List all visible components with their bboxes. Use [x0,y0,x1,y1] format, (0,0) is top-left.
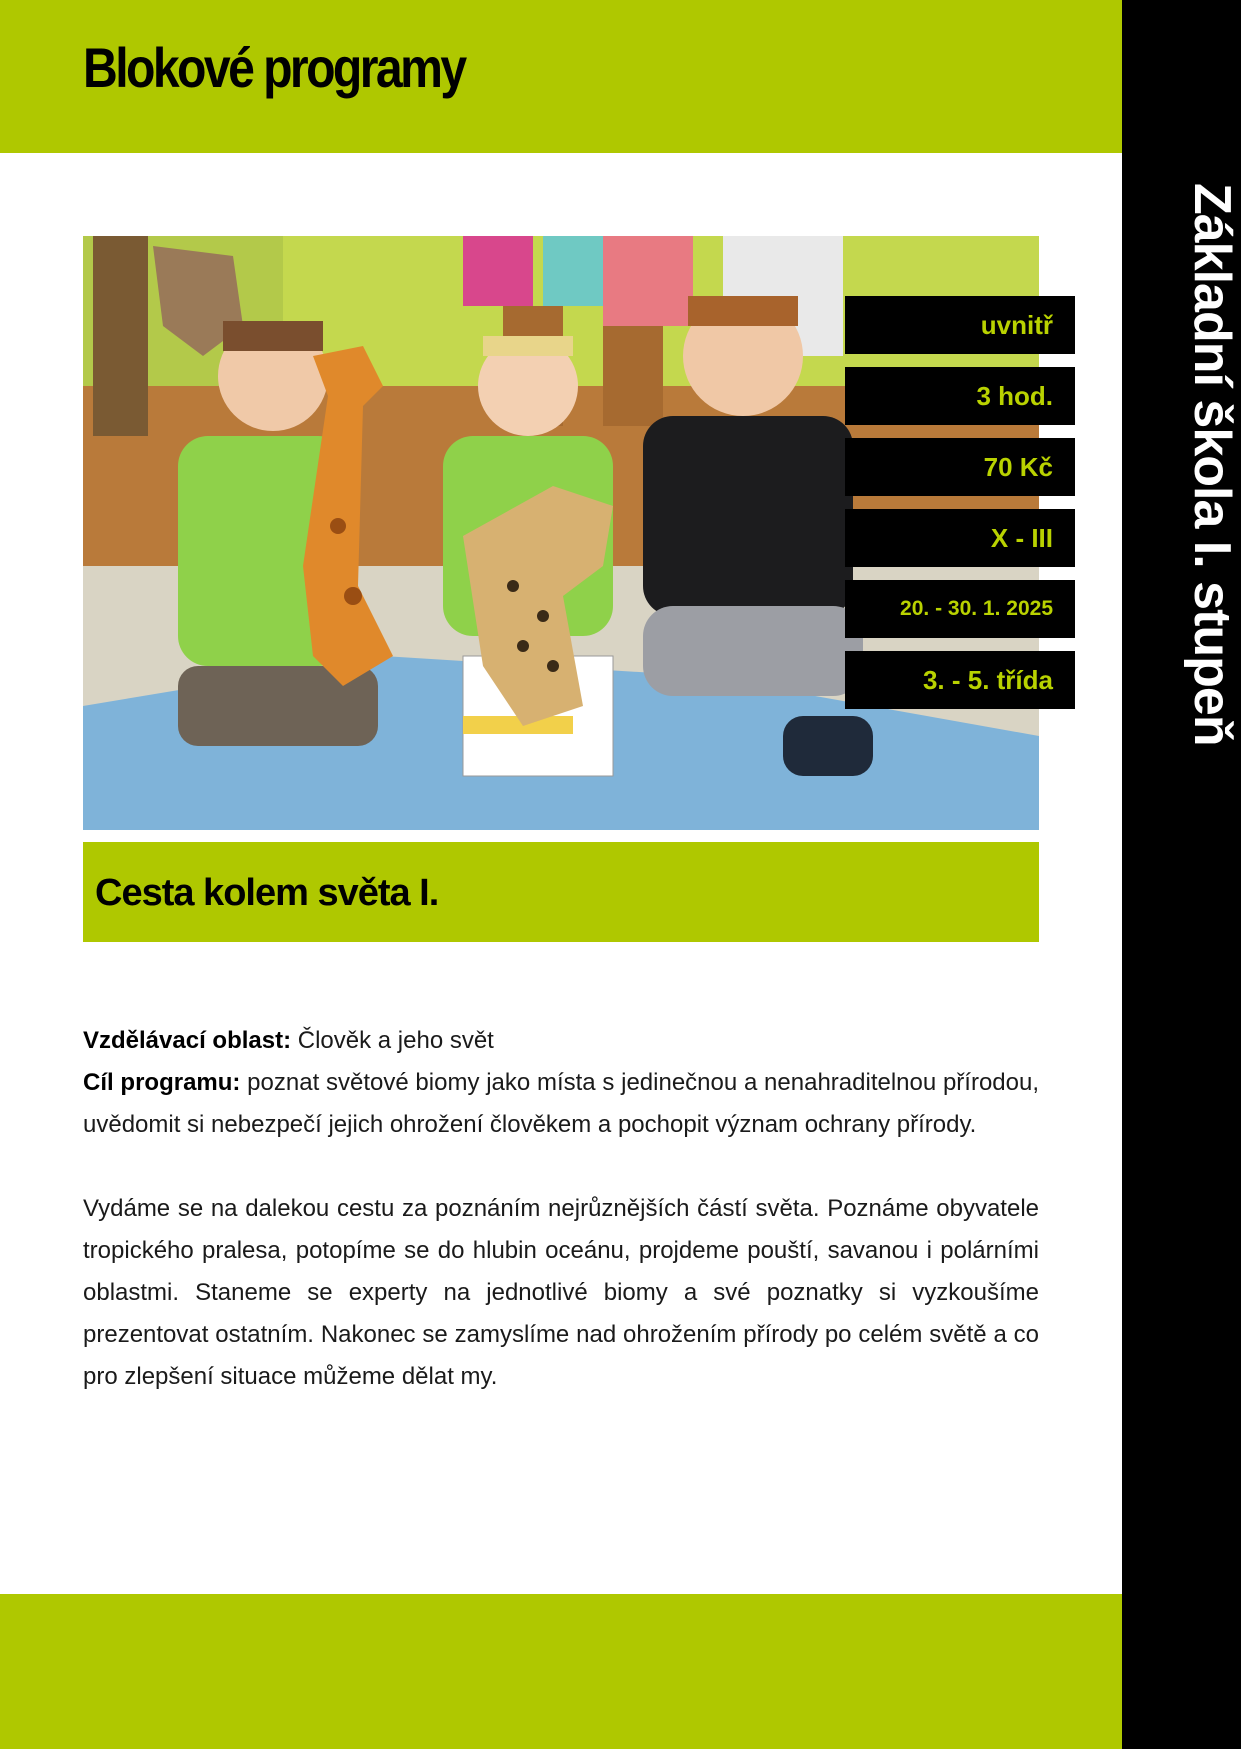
badge-months: X - III [845,509,1075,567]
badge-dates: 20. - 30. 1. 2025 [845,580,1075,638]
footer-band [0,1594,1122,1749]
goal-value: poznat světové biomy jako místa s jedinečnou a nenahraditelnou přírodou, uvědomit si nebezpečí jejich ohrožení člověkem a pochopit význam ochrany přírody. [83,1069,1040,1138]
area-line [83,1020,1039,1062]
program-info-badges [845,296,1075,722]
area-value: Člověk a jeho svět [297,1027,494,1054]
page-title: Blokové programy [83,36,465,99]
header-band [0,0,1122,153]
program-title: Cesta kolem světa I. [95,872,439,914]
goal-label: Cíl programu: [83,1069,241,1096]
area-label: Vzdělávací oblast: [83,1027,292,1054]
badge-price: 70 Kč [845,438,1075,496]
program-description [83,1020,1039,1398]
description-paragraph: Vydáme se na dalekou cestu za poznáním nejrůznějších částí světa. Poznáme obyvatele tropického pralesa, potopíme se do hlubin oceánu, projdeme pouští, savanou i polárními oblastmi. Staneme se experty na jednotlivé biomy a své poznatky si vyzkoušíme prezentovat ostatním. Nakonec se zamyslíme nad ohrožením přírody po celém světě a co pro zlepšení situace můžeme dělat my. [83,1195,1039,1390]
program-title-band [83,842,1039,942]
sidebar-title: Základní škola I. stupeň [1182,183,1241,746]
goal-line [83,1062,1039,1146]
sidebar-band [1122,0,1241,1749]
badge-grade: 3. - 5. třída [845,651,1075,709]
badge-duration: 3 hod. [845,367,1075,425]
badge-location: uvnitř [845,296,1075,354]
